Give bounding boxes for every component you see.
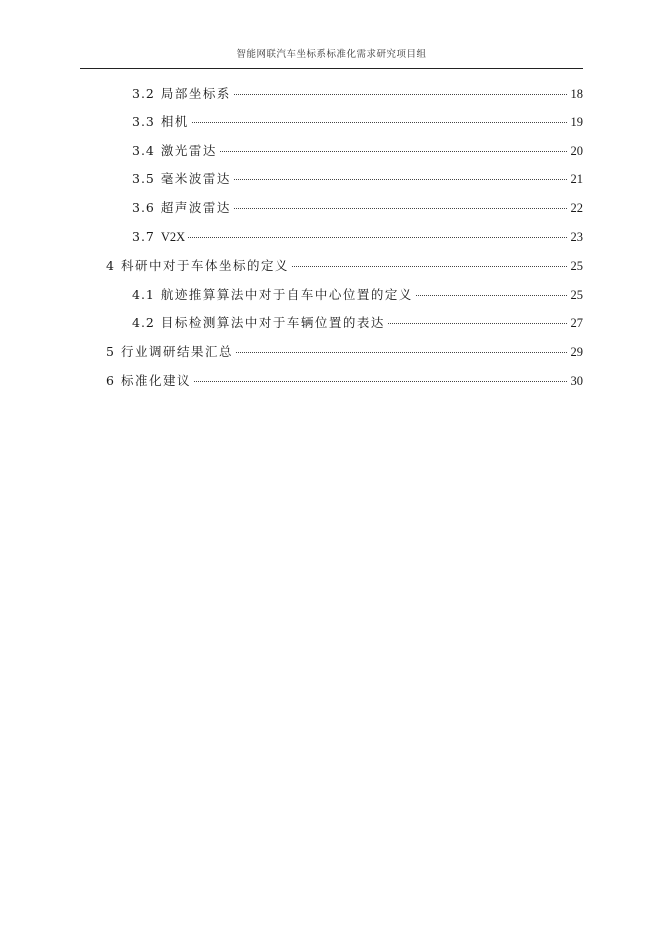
toc-entry-title: V2X	[160, 230, 186, 244]
toc-entry-3-7[interactable]	[132, 227, 583, 245]
toc-entry-number: 3.7	[132, 229, 155, 244]
toc-dot-leader	[234, 166, 567, 180]
toc-entry-number: 3.3	[132, 114, 155, 129]
toc-dot-leader	[192, 109, 567, 123]
toc-entry-4[interactable]	[106, 256, 583, 274]
toc-entry-page: 20	[570, 144, 583, 158]
toc-entry-6[interactable]	[106, 371, 583, 389]
toc-dot-leader	[388, 310, 567, 324]
toc-entry-number: 3.5	[132, 171, 155, 186]
toc-entry-page: 29	[570, 345, 583, 359]
toc-entry-number: 6	[106, 373, 115, 388]
toc-entry-4-1[interactable]	[132, 285, 583, 303]
toc-dot-leader	[194, 368, 567, 382]
toc-entry-title: 科研中对于车体坐标的定义	[120, 258, 289, 273]
toc-entry-title: 局部坐标系	[160, 86, 231, 101]
toc-entry-number: 3.6	[132, 200, 155, 215]
toc-dot-leader	[416, 282, 567, 296]
toc-entry-3-2[interactable]	[132, 84, 583, 102]
toc-entry-title: 目标检测算法中对于车辆位置的表达	[160, 315, 385, 330]
toc-entry-3-6[interactable]	[132, 198, 583, 216]
toc-entry-title: 超声波雷达	[160, 200, 231, 215]
toc-entry-title: 相机	[160, 114, 189, 129]
toc-entry-number: 5	[106, 344, 115, 359]
toc-entry-page: 23	[570, 230, 583, 244]
toc-entry-number: 4	[106, 258, 115, 273]
toc-entry-4-2[interactable]	[132, 313, 583, 331]
toc-entry-title: 毫米波雷达	[160, 171, 231, 186]
toc-entry-page: 30	[570, 374, 583, 388]
toc-entry-3-4[interactable]	[132, 141, 583, 159]
toc-entry-5[interactable]	[106, 342, 583, 360]
toc-dot-leader	[188, 224, 567, 238]
toc-entry-page: 19	[570, 115, 583, 129]
toc-entry-page: 25	[570, 288, 583, 302]
toc-entry-3-5[interactable]	[132, 169, 583, 187]
toc-entry-page: 25	[570, 259, 583, 273]
toc-entry-number: 3.4	[132, 143, 155, 158]
toc-dot-leader	[220, 138, 567, 152]
toc-entry-3-3[interactable]	[132, 112, 583, 130]
toc-entry-title: 航迹推算算法中对于自车中心位置的定义	[160, 287, 413, 302]
toc-entry-page: 27	[570, 316, 583, 330]
toc-dot-leader	[292, 253, 567, 267]
toc-dot-leader	[236, 339, 567, 353]
toc-entry-title: 激光雷达	[160, 143, 217, 158]
toc-entry-page: 22	[570, 201, 583, 215]
toc-entry-page: 18	[570, 87, 583, 101]
toc-dot-leader	[234, 81, 567, 95]
toc-entry-title: 行业调研结果汇总	[120, 344, 233, 359]
toc-entry-number: 4.1	[132, 287, 155, 302]
toc-entry-number: 4.2	[132, 315, 155, 330]
toc-entry-number: 3.2	[132, 86, 155, 101]
toc-entry-title: 标准化建议	[120, 373, 191, 388]
header-title: 智能网联汽车坐标系标准化需求研究项目组	[236, 49, 427, 60]
toc-dot-leader	[234, 195, 567, 209]
toc-entry-page: 21	[570, 172, 583, 186]
page-header	[80, 48, 583, 69]
